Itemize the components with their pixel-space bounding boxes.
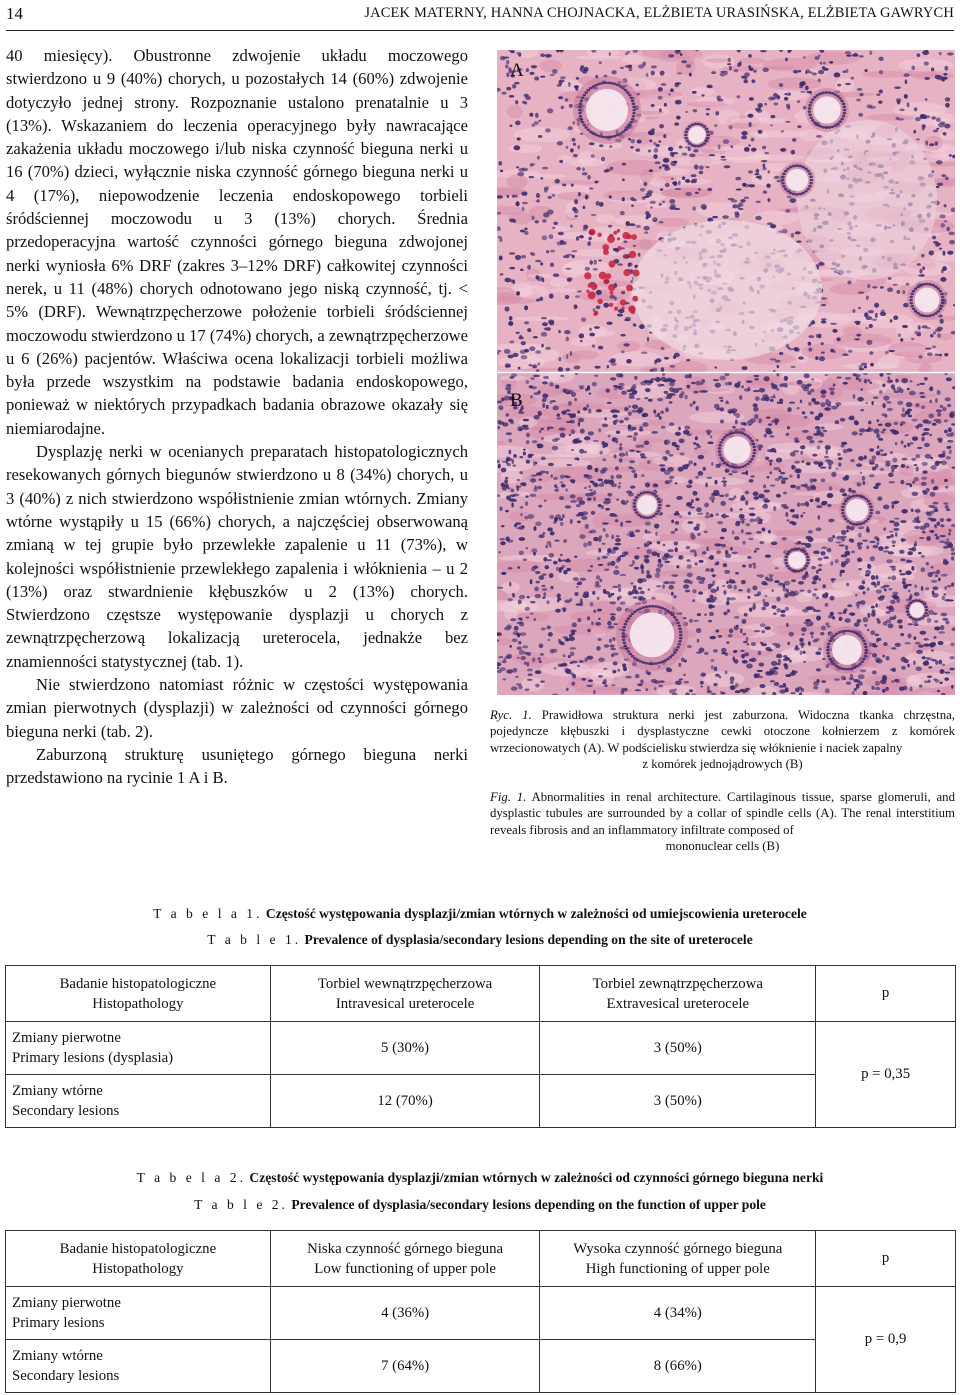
table-cell: 12 (70%) — [270, 1075, 540, 1128]
table-cell: 8 (66%) — [540, 1340, 816, 1393]
table-2 — [5, 1230, 956, 1393]
table-label: T a b e l a 2. — [136, 1170, 246, 1185]
table-label: T a b e l a 1. — [153, 906, 263, 921]
table-1 — [5, 965, 956, 1128]
table1-caption-en — [0, 932, 960, 948]
table-header-row — [6, 1231, 956, 1287]
table-cell: 4 (36%) — [270, 1287, 540, 1340]
caption-text: Abnormalities in renal architecture. Cartilaginous tissue, sparse glomeruli, and dysplastic tubules are surrounded by a collar of spindle cells (A). The renal interstitium reveals fibrosis and an inflammatory infiltrate composed of — [490, 790, 955, 837]
body-text-column — [6, 44, 468, 790]
table-header-cell: p — [816, 1231, 956, 1287]
table-row — [6, 1075, 956, 1128]
running-header — [6, 0, 954, 31]
table-cell: 3 (50%) — [540, 1075, 816, 1128]
table-label: T a b l e 2. — [194, 1197, 288, 1212]
table-header-cell: Wysoka czynność górnego bieguna High functioning of upper pole — [540, 1231, 816, 1287]
table-cell: 5 (30%) — [270, 1022, 540, 1075]
table-header-cell: Torbiel zewnątrzpęcherzowa Extravesical ureterocele — [540, 966, 816, 1022]
paragraph: 40 miesięcy). Obustronne zdwojenie układu moczowego stwierdzono u 9 (40%) chorych, u pozostałych 14 (60%) zdwojenie dotyczyło jednej strony. Rozpoznanie ustalono prenatalnie u 3 (13%). Wskazaniem do leczenia operacyjnego były nawracające zakażenia układu moczowego i/lub niska czynność bieguna nerki u 16 (70%) dzieci, wyłącznie niska czynność górnego bieguna nerki u 4 (17%), niepowodzenie leczenia endoskopowego torbieli śródściennej moczowodu u 3 (13%) chorych. Średnia przedoperacyjna wartość czynności górnego bieguna zdwojonej nerki wyniosła 6% DRF (zakres 3–12% DRF) całkowitej czynności nerek, u 11 (48%) chorych odnotowano jego niską czynność, tj. < 5% (DRF). Wewnątrzpęcherzowe położenie torbieli śródściennej moczowodu stwierdzono u 17 (74%) chorych, a zewnątrzpęcherzowe u 6 (26%) pacjentów. Właściwa ocena lokalizacji torbieli możliwa była przede wszystkim na podstawie badania endoskopowego, ponieważ w niektórych przypadkach badania obrazowe okazały się niemiarodajne. — [6, 46, 468, 438]
caption-label: Ryc. 1. — [490, 708, 532, 722]
table-cell: 4 (34%) — [540, 1287, 816, 1340]
table-row — [6, 1340, 956, 1393]
table-cell: 7 (64%) — [270, 1340, 540, 1393]
table-cell: 3 (50%) — [540, 1022, 816, 1075]
caption-text-end: mononuclear cells (B) — [665, 838, 780, 853]
table-label: T a b l e 1. — [207, 932, 302, 947]
running-header-authors: JACEK MATERNY, HANNA CHOJNACKA, ELŻBIETA URASIŃSKA, ELŻBIETA GAWRYCH — [364, 5, 954, 21]
table-title: Częstość występowania dysplazji/zmian wtórnych w zależności od czynności górnego bieguna nerki — [249, 1170, 824, 1185]
paragraph: Zaburzoną strukturę usuniętego górnego bieguna nerki przedstawiono na rycinie 1 A i B. — [6, 744, 468, 788]
histology-micrograph — [497, 50, 955, 695]
panel-label-b: B — [510, 390, 523, 411]
table-row — [6, 1022, 956, 1075]
caption-text-end: z komórek jednojądrowych (B) — [642, 756, 803, 771]
figure-caption-pl — [490, 707, 955, 772]
histology-figure — [497, 50, 955, 695]
table-header-cell: p — [816, 966, 956, 1022]
paragraph: Dysplazję nerki w ocenianych preparatach histopatologicznych resekowanych górnych biegunów stwierdzono u 8 (34%) chorych, u 3 (40%) z nich stwierdzono współistnienie zmian wtórnych. Zmiany wtórne wystąpiły u 15 (66%) chorych, a najczęściej obserwowaną zmianą w tej grupie było przewlekłe zapalenie u 11 (73%), w kolejności współistnienie przewlekłego zapalenia i włóknienia – u 2 (13%) oraz stwardnienie kłębuszków u 2 (13%) chorych. Stwierdzono częstsze występowanie dysplazji u chorych z zewnątrzpęcherzową lokalizacją ureterocela, jednakże bez znamienności statystycznej (tab. 1). — [6, 442, 468, 671]
p-value-cell: p = 0,9 — [816, 1287, 956, 1393]
table-title: Częstość występowania dysplazji/zmian wtórnych w zależności od umiejscowienia ureterocele — [265, 906, 807, 921]
table-header-cell: Niska czynność górnego bieguna Low functioning of upper pole — [270, 1231, 540, 1287]
row-label: Zmiany pierwotne Primary lesions (dysplasia) — [6, 1022, 271, 1075]
panel-label-a: A — [510, 60, 524, 81]
table-header-cell: Badanie histopatologiczne Histopathology — [6, 1231, 271, 1287]
table2-caption-pl — [0, 1170, 960, 1186]
table2-caption-en — [0, 1197, 960, 1213]
table1-caption-pl — [0, 906, 960, 922]
paragraph: Nie stwierdzono natomiast różnic w częstości występowania zmian pierwotnych (dysplazji) w zależności od czynności górnego bieguna nerki (tab. 2). — [6, 675, 468, 741]
table-header-cell: Badanie histopatologiczne Histopathology — [6, 966, 271, 1022]
row-label: Zmiany pierwotne Primary lesions — [6, 1287, 271, 1340]
page-number: 14 — [6, 4, 23, 23]
table-header-cell: Torbiel wewnątrzpęcherzowa Intravesical ureterocele — [270, 966, 540, 1022]
caption-text: Prawidłowa struktura nerki jest zaburzona. Widoczna tkanka chrzęstna, pojedyncze kłębuszki i dysplastyczne cewki otoczone kołnierzem z komórek wrzecionowatych (A). W podścielisku stwierdza się włóknienie i naciek zapalny — [490, 708, 955, 755]
figure-caption-en — [490, 789, 955, 854]
table-header-row — [6, 966, 956, 1022]
row-label: Zmiany wtórne Secondary lesions — [6, 1075, 271, 1128]
table-title: Prevalence of dysplasia/secondary lesions depending on the function of upper pole — [291, 1197, 766, 1212]
p-value-cell: p = 0,35 — [816, 1022, 956, 1128]
caption-label: Fig. 1. — [490, 790, 527, 804]
table-title: Prevalence of dysplasia/secondary lesions depending on the site of ureterocele — [304, 932, 753, 947]
table-row — [6, 1287, 956, 1340]
row-label: Zmiany wtórne Secondary lesions — [6, 1340, 271, 1393]
